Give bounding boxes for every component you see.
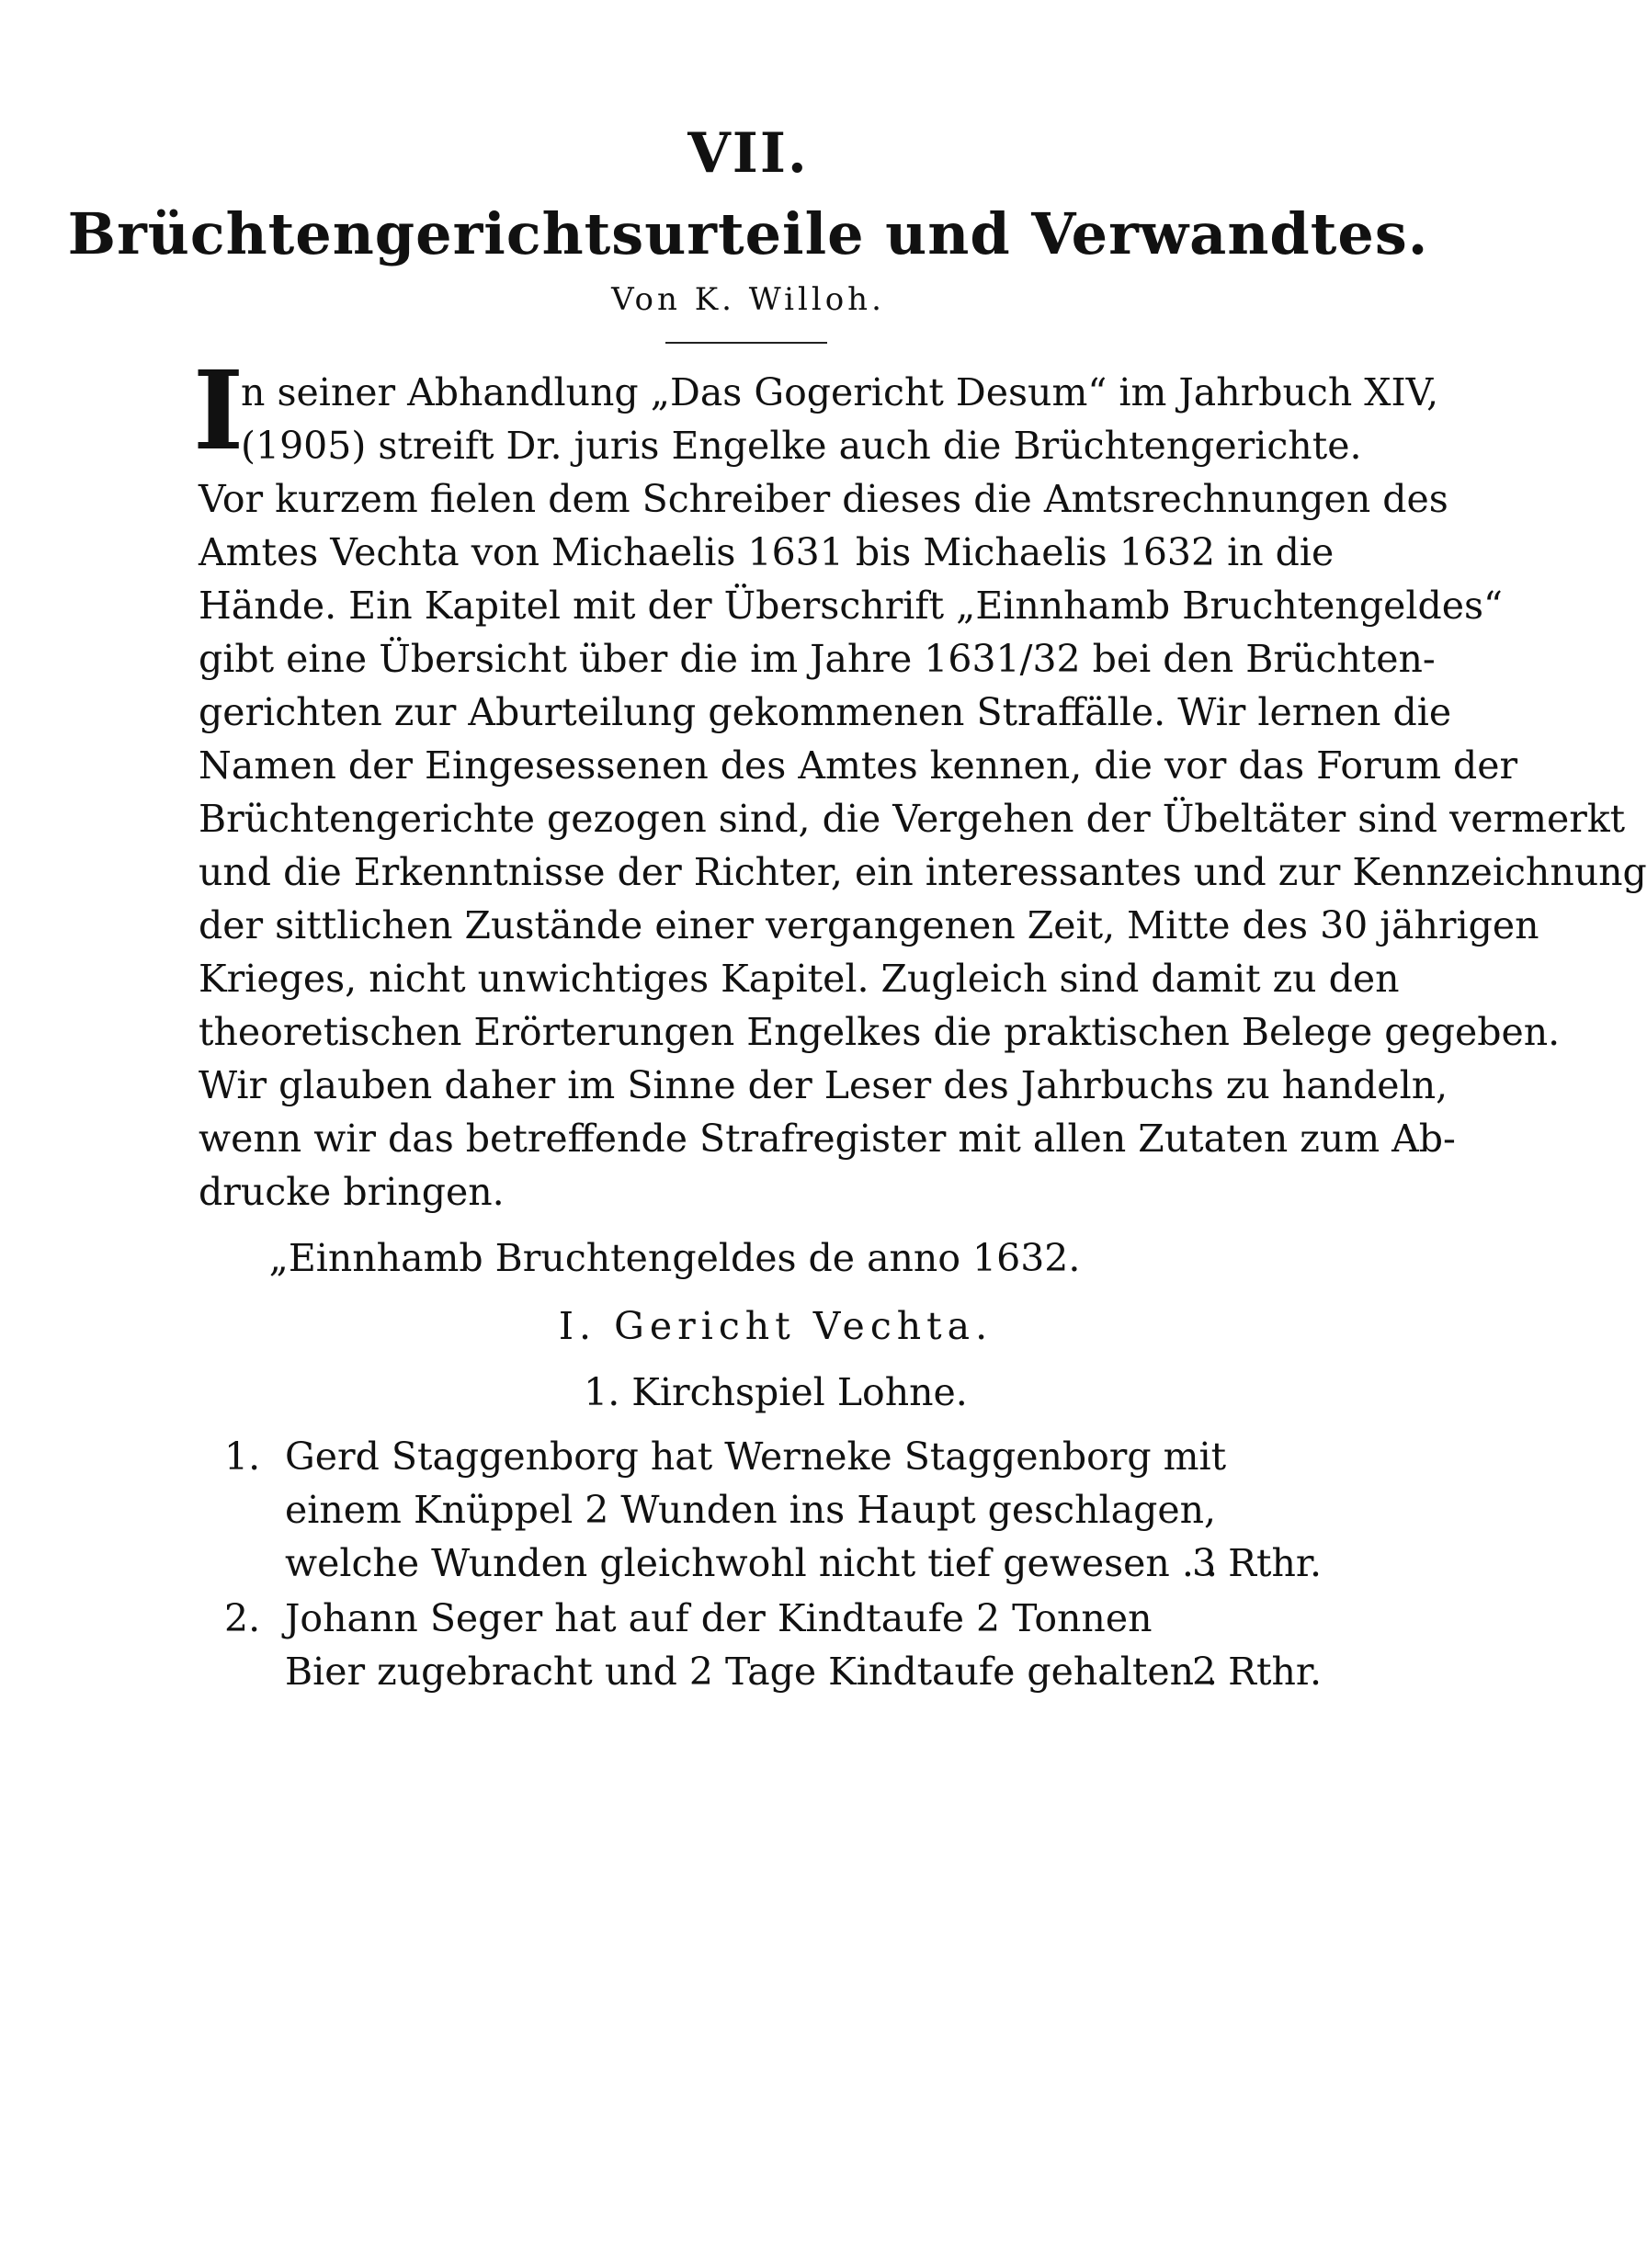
article-title: Brüchtengerichtsurteile und Verwandtes.	[67, 200, 1429, 267]
chapter-number: VII.	[687, 121, 809, 186]
intro-line: Namen der Eingesessenen des Amtes kennen, die vor das Forum der	[199, 743, 1518, 788]
intro-line: gibt eine Übersicht über die im Jahre 1631/32 bei den Brüchten-	[199, 637, 1436, 681]
entry-number: 2.	[224, 1596, 261, 1640]
intro-line: drucke bringen.	[199, 1170, 505, 1214]
intro-line: Hände. Ein Kapitel mit der Überschrift „Einnhamb Bruchtengeldes“	[199, 584, 1503, 628]
entry-text-line: welche Wunden gleichwohl nicht tief gewesen . .	[285, 1541, 1218, 1585]
intro-line: gerichten zur Aburteilung gekommenen Straffälle. Wir lernen die	[199, 690, 1452, 734]
register-heading: „Einnhamb Bruchtengeldes de anno 1632.	[268, 1236, 1081, 1280]
intro-line: Wir glauben daher im Sinne der Leser des Jahrbuchs zu handeln,	[199, 1063, 1448, 1107]
entry-text-line: einem Knüppel 2 Wunden ins Haupt geschlagen,	[285, 1488, 1217, 1532]
entry-fine: 3 Rthr.	[1192, 1541, 1322, 1585]
entry-text-line: Johann Seger hat auf der Kindtaufe 2 Tonnen	[285, 1596, 1153, 1640]
entry-text-line: Gerd Staggenborg hat Werneke Staggenborg mit	[285, 1435, 1227, 1479]
author-byline: Von K. Willoh.	[611, 281, 885, 318]
drop-cap: I	[193, 346, 244, 474]
entry-number: 1.	[224, 1435, 261, 1479]
intro-line: Brüchtengerichte gezogen sind, die Vergehen der Übeltäter sind vermerkt	[199, 797, 1626, 841]
intro-line: Vor kurzem fielen dem Schreiber dieses die Amtsrechnungen des	[199, 477, 1448, 521]
court-section-heading: I. Gericht Vechta.	[558, 1304, 994, 1348]
intro-line: Amtes Vechta von Michaelis 1631 bis Michaelis 1632 in die	[199, 530, 1335, 574]
parish-heading: 1. Kirchspiel Lohne.	[584, 1370, 968, 1414]
intro-line: der sittlichen Zustände einer vergangenen Zeit, Mitte des 30 jährigen	[199, 903, 1539, 947]
entry-text-line: Bier zugebracht und 2 Tage Kindtaufe gehalten .	[285, 1650, 1219, 1694]
title-divider	[665, 342, 827, 344]
intro-line: theoretischen Erörterungen Engelkes die praktischen Belege gegeben.	[199, 1010, 1561, 1054]
entry-fine: 2 Rthr.	[1192, 1650, 1322, 1694]
intro-line: Krieges, nicht unwichtiges Kapitel. Zugleich sind damit zu den	[199, 957, 1400, 1001]
intro-line: (1905) streift Dr. juris Engelke auch die Brüchtengerichte.	[241, 424, 1362, 468]
intro-line: n seiner Abhandlung „Das Gogericht Desum“ im Jahrbuch XIV,	[241, 370, 1439, 414]
intro-line: wenn wir das betreffende Strafregister mit allen Zutaten zum Ab-	[199, 1117, 1456, 1161]
intro-line: und die Erkenntnisse der Richter, ein interessantes und zur Kennzeichnung	[199, 850, 1647, 894]
